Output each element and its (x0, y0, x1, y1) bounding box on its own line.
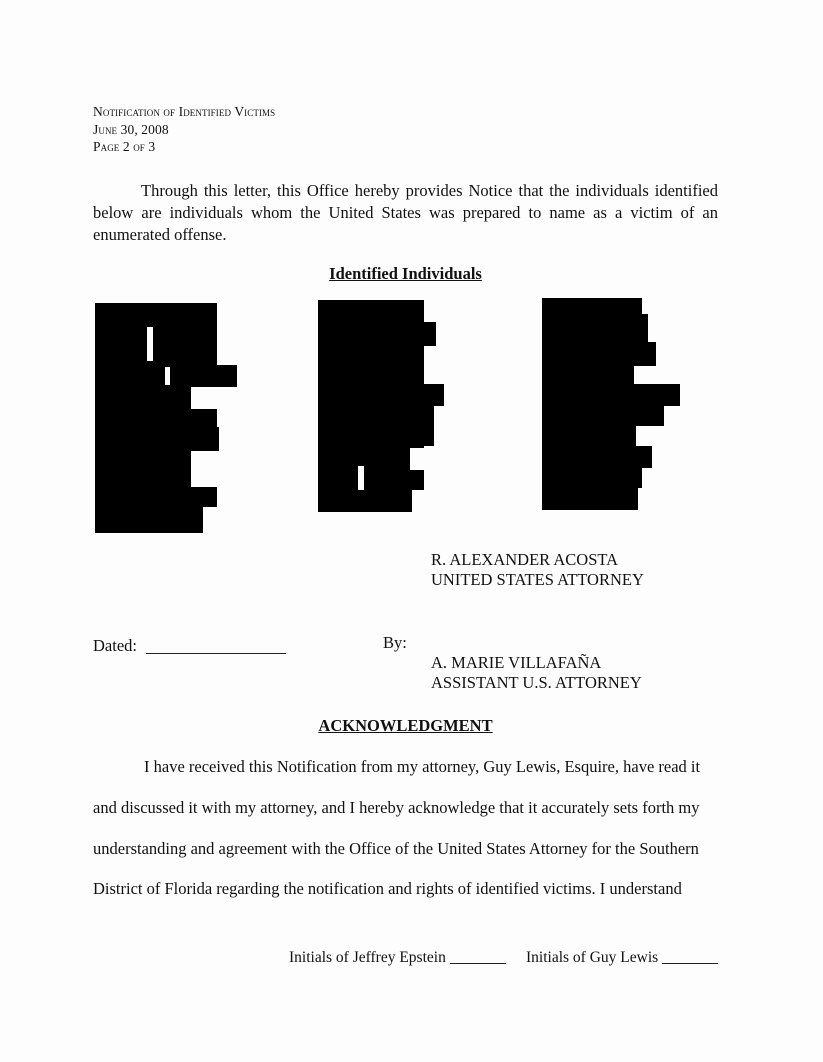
by-label: By: (383, 633, 407, 652)
dated-signature-line (146, 653, 286, 654)
assistant-attorney-name: A. MARIE VILLAFAÑA (431, 653, 602, 672)
dated-label: Dated: (93, 636, 137, 655)
acknowledgment-line-3: understanding and agreement with the Office of the United States Attorney for the Southern (93, 839, 699, 858)
assistant-attorney-title: ASSISTANT U.S. ATTORNEY (431, 673, 642, 692)
initials-lewis-label: Initials of Guy Lewis (526, 949, 659, 966)
acknowledgment-heading: ACKNOWLEDGMENT (318, 716, 493, 735)
redaction-block-1 (95, 303, 240, 533)
attorney-name: R. ALEXANDER ACOSTA (431, 550, 619, 569)
redaction-block-2 (318, 300, 445, 512)
intro-paragraph: Through this letter, this Office hereby provides Notice that the individuals identified below are individuals whom the United States was prepared to name as a victim of an enumerated offense. (93, 181, 718, 244)
header-page-number: Page 2 of 3 (93, 139, 156, 154)
acknowledgment-line-2: and discussed it with my attorney, and I hereby acknowledge that it accurately sets forth my (93, 798, 700, 817)
attorney-title: UNITED STATES ATTORNEY (431, 570, 644, 589)
acknowledgment-line-4: District of Florida regarding the notification and rights of identified victims. I understand (93, 879, 682, 898)
redaction-block-3 (542, 298, 682, 510)
initials-lewis-blank (662, 963, 718, 964)
header-date: June 30, 2008 (93, 122, 169, 137)
initials-epstein-blank (450, 963, 506, 964)
initials-epstein-label: Initials of Jeffrey Epstein (289, 949, 446, 966)
initials-lewis (526, 949, 718, 967)
initials-epstein (289, 949, 506, 967)
acknowledgment-line-1: I have received this Notification from my attorney, Guy Lewis, Esquire, have read it (144, 757, 701, 776)
identified-individuals-heading: Identified Individuals (329, 264, 482, 283)
header-title: Notification of Identified Victims (93, 104, 276, 119)
